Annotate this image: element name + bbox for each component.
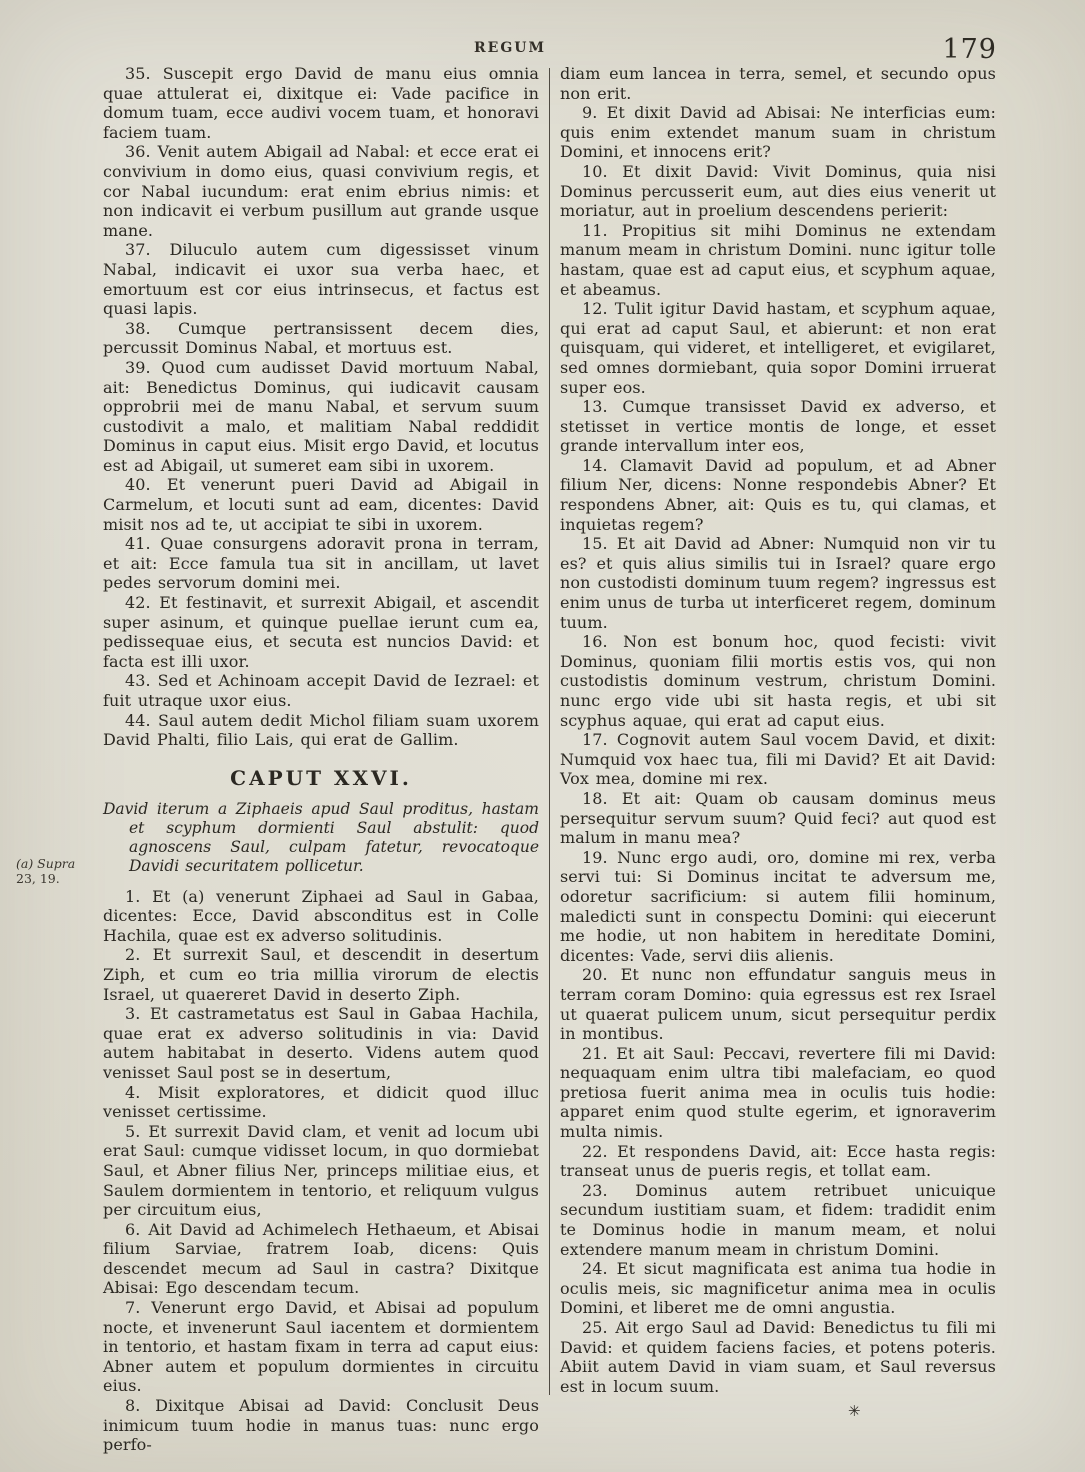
- margin-note: [16, 856, 98, 886]
- verse-number: 25.: [582, 1318, 616, 1337]
- verse-number: 13.: [582, 397, 623, 417]
- verse-number: 43.: [125, 671, 158, 691]
- verse-paragraph: 21. Et ait Saul: Peccavi, revertere fili mi David: nequaquam enim ultra tibi malefaciam, eo quod pretiosa fuerit anima mea in oculis tuis hodie: apparet enim quod stulte egerim, et ignoraverim multa nimis.: [560, 1043, 996, 1142]
- verse-number: 7.: [125, 1298, 152, 1318]
- verse-list-ch26-right: [560, 64, 996, 1396]
- verse-number: 37.: [125, 240, 170, 260]
- verse-number: 39.: [125, 357, 162, 377]
- verse-paragraph: 7. Venerunt ergo David, et Abisai ad populum nocte, et invenerunt Saul iacentem et dormientem in tentorio, et hastam fixam in terra ad caput eius: Abner autem et populum dormientes in circuitu eius.: [103, 1298, 539, 1396]
- page-number: 179: [942, 34, 997, 65]
- verse-number: 19.: [582, 847, 618, 867]
- verse-number: 18.: [582, 788, 622, 808]
- verse-number: 35.: [125, 64, 163, 83]
- verse-paragraph: 9. Et dixit David ad Abisai: Ne interficias eum: quis enim extendet manum suam in christum Domini, et innocens erit?: [560, 103, 997, 162]
- verse-paragraph: 41. Quae consurgens adoravit prona in terram, et ait: Ecce famula tua sit in ancillam, ut lavet pedes servorum domini mei.: [103, 534, 539, 593]
- verse-number: 21.: [582, 1043, 617, 1063]
- verse-paragraph: diam eum lancea in terra, semel, et secundo opus non erit.: [560, 64, 996, 103]
- right-column: [560, 64, 996, 1455]
- running-title: REGUM: [474, 40, 546, 56]
- verse-number: 8.: [125, 1396, 156, 1416]
- page-header: [103, 34, 997, 64]
- verse-number: 15.: [582, 534, 617, 554]
- verse-paragraph: 13. Cumque transisset David ex adverso, et stetisset in vertice montis de longe, et esset grande intervallum inter eos,: [560, 397, 997, 456]
- verse-number: 41.: [125, 534, 161, 554]
- verse-number: 10.: [582, 161, 623, 181]
- verse-number: 9.: [582, 103, 607, 123]
- verse-number: 3.: [125, 1004, 150, 1024]
- verse-paragraph: 35. Suscepit ergo David de manu eius omnia quae attulerat ei, dixitque ei: Vade pacifice in domum tuam, ecce audivi vocem tuam, et honoravi faciem tuam.: [103, 64, 539, 142]
- verse-number: 2.: [125, 945, 153, 965]
- verse-number: 12.: [582, 299, 615, 319]
- verse-number: 23.: [582, 1180, 636, 1200]
- verse-number: 6.: [125, 1219, 149, 1239]
- verse-number: 5.: [125, 1121, 149, 1141]
- verse-paragraph: 44. Saul autem dedit Michol filiam suam uxorem David Phalti, filio Lais, qui erat de Gallim.: [103, 710, 539, 750]
- verse-number: 24.: [582, 1259, 617, 1279]
- margin-note-citation: 23, 19.: [16, 871, 60, 886]
- verse-paragraph: 20. Et nunc non effundatur sanguis meus in terram coram Domino: quia egressus est rex Israel ut quaerat pulicem unum, sicut persequitur perdix in montibus.: [560, 965, 996, 1044]
- verse-paragraph: 42. Et festinavit, et surrexit Abigail, et ascendit super asinum, et quinque puellae ierunt cum ea, pedissequae eius, et secuta est nuncios David: et facta est illi uxor.: [103, 593, 539, 671]
- verse-number: 40.: [125, 475, 167, 495]
- verse-paragraph: 11. Propitius sit mihi Dominus ne extendam manum meam in christum Domini. nunc igitur tolle hastam, quae est ad caput eius, et scyphum aquae, et abeamus.: [560, 220, 996, 299]
- verse-number: 1.: [125, 886, 153, 906]
- verse-number: 20.: [582, 965, 621, 985]
- verse-paragraph: 17. Cognovit autem Saul vocem David, et dixit: Numquid vox haec tua, fili mi David? Et ait David: Vox mea, domine mi rex.: [560, 730, 996, 789]
- verse-paragraph: 38. Cumque pertransissent decem dies, percussit Dominus Nabal, et mortuus est.: [103, 318, 540, 358]
- verse-paragraph: 3. Et castrametatus est Saul in Gabaa Hachila, quae erat ex adverso solitudinis in via: David autem habitabat in deserto. Videns autem quod venisset Saul post se in desertum,: [103, 1004, 539, 1082]
- text-columns: [103, 64, 999, 1455]
- verse-paragraph: 12. Tulit igitur David hastam, et scyphum aquae, qui erat ad caput Saul, et abierunt: et non erat quisquam, qui videret, et intelligeret, et evigilaret, sed omnes dormiebant, quia sopor Domini irruerat super eos.: [560, 299, 996, 397]
- verse-paragraph: 37. Diluculo autem cum digessisset vinum Nabal, indicavit ei uxor sua verba haec, et emortuum est cor eius intrinsecus, et factus est quasi lapis.: [103, 240, 539, 319]
- verse-paragraph: 43. Sed et Achinoam accepit David de Iezrael: et fuit utraque uxor eius.: [103, 671, 539, 710]
- verse-paragraph: 16. Non est bonum hoc, quod fecisti: vivit Dominus, quoniam filii mortis estis vos, qui non custodistis dominum vestrum, christum Domini. nunc ergo vide ubi sit hasta regis, et ubi sit scyphus aquae, qui erat ad caput eius.: [560, 632, 996, 730]
- verse-paragraph: 6. Ait David ad Achimelech Hethaeum, et Abisai filium Sarviae, fratrem Ioab, dicens: Quis descendet mecum ad Saul in castra? Dixitque Abisai: Ego descendam tecum.: [103, 1219, 539, 1298]
- verse-paragraph: 8. Dixitque Abisai ad David: Conclusit Deus inimicum tuum hodie in manus tuas: nunc ergo perfo-: [103, 1396, 539, 1455]
- chapter-argument: David iterum a Ziphaeis apud Saul proditus, hastam et scyphum dormienti Saul abstulit: quod agnoscens Saul, culpam fatetur, revocatoque Davidi securitatem pollicetur.: [103, 799, 539, 876]
- end-asterisk: ✳: [848, 1402, 861, 1421]
- verse-number: 42.: [125, 593, 160, 613]
- verse-paragraph: 4. Misit exploratores, et didicit quod illuc venisset certissime.: [103, 1082, 539, 1122]
- verse-list-ch25: [103, 64, 539, 750]
- verse-paragraph: 19. Nunc ergo audi, oro, domine mi rex, verba servi tui: Si Dominus incitat te adversum me, odoretur sacrificium: si autem filii hominum, maledicti sunt in conspectu Domini: qui eiecerunt me hodie, ut non habitem in hereditate Domini, dicentes: Vade, servi diis alienis.: [560, 847, 996, 965]
- verse-paragraph: 36. Venit autem Abigail ad Nabal: et ecce erat ei convivium in domo eius, quasi convivium regis, et cor Nabal iucundum: erat enim ebrius nimis: et non indicavit ei verbum pusillum aut grande usque mane.: [103, 142, 539, 240]
- verse-paragraph: 1. Et (a) venerunt Ziphaei ad Saul in Gabaa, dicentes: Ecce, David absconditus est in Colle Hachila, quae est ex adverso solitudinis.: [103, 886, 539, 945]
- verse-paragraph: 23. Dominus autem retribuet unicuique secundum iustitiam suam, et fidem: tradidit enim te Dominus hodie in manum meam, et nolui extendere manum meam in christum Domini.: [560, 1180, 996, 1259]
- verse-number: 16.: [582, 632, 624, 652]
- verse-number: 36.: [125, 142, 158, 162]
- verse-paragraph: 5. Et surrexit David clam, et venit ad locum ubi erat Saul: cumque vidisset locum, in quo dormiebat Saul, et Abner filius Ner, princeps militiae eius, et Saulem dormientem in tentorio, et reliquum vulgus per circuitum eius,: [103, 1121, 540, 1220]
- verse-paragraph: 39. Quod cum audisset David mortuum Nabal, ait: Benedictus Dominus, qui iudicavit causam opprobrii mei de manu Nabal, et servum suum custodivit a malo, et malitiam Nabal reddidit Dominus in caput eius. Misit ergo David, et locutus est ad Abigail, ut sumeret eam sibi in uxorem.: [103, 357, 539, 475]
- verse-number: 38.: [125, 318, 178, 338]
- verse-paragraph: 40. Et venerunt pueri David ad Abigail in Carmelum, et locuti sunt ad eam, dicentes: David misit nos ad te, ut accipiat te sibi in uxorem.: [103, 475, 539, 534]
- verse-paragraph: 2. Et surrexit Saul, et descendit in desertum Ziph, et cum eo tria millia virorum de electis Israel, ut quaereret David in deserto Ziph.: [103, 945, 539, 1004]
- verse-list-ch26-left: [103, 887, 539, 1455]
- verse-number: 44.: [125, 710, 158, 730]
- verse-number: 22.: [582, 1141, 618, 1161]
- verse-paragraph: 22. Et respondens David, ait: Ecce hasta regis: transeat unus de pueris regis, et tollat eam.: [560, 1141, 996, 1181]
- verse-paragraph: 15. Et ait David ad Abner: Numquid non vir tu es? et quis alius similis tui in Israel? quare ergo non custodisti dominum tuum regem? ingressus est enim unus de turba ut interficeret regem, dominum tuum.: [560, 534, 996, 632]
- chapter-heading: CAPUT XXVI.: [230, 765, 412, 790]
- column-divider-rule: [549, 68, 550, 1395]
- verse-number: 11.: [582, 220, 622, 240]
- verse-paragraph: 14. Clamavit David ad populum, et ad Abner filium Ner, dicens: Nonne respondebis Abner? Et respondens Abner, ait: Quis es tu, qui clamas, et inquietas regem?: [560, 455, 996, 534]
- verse-paragraph: 24. Et sicut magnificata est anima tua hodie in oculis meis, sic magnificetur anima mea in oculis Domini, et liberet me de omni angustia.: [560, 1259, 996, 1318]
- left-column: [103, 64, 539, 1455]
- verse-number: 4.: [125, 1082, 158, 1102]
- verse-paragraph: 18. Et ait: Quam ob causam dominus meus persequitur servum suum? Quid feci? aut quod est malum in manu mea?: [560, 788, 996, 848]
- verse-paragraph: 25. Ait ergo Saul ad David: Benedictus tu fili mi David: et quidem faciens facies, et potens poteris. Abiit autem David in viam suam, et Saul reversus est in locum suum.: [560, 1318, 997, 1396]
- verse-paragraph: 10. Et dixit David: Vivit Dominus, quia nisi Dominus percusserit eum, aut dies eius venerit ut moriatur, aut in proelium descendens perierit:: [560, 161, 996, 221]
- margin-note-reference: (a) Supra: [16, 856, 76, 871]
- verse-number: 17.: [582, 730, 617, 750]
- verse-number: 14.: [582, 455, 620, 475]
